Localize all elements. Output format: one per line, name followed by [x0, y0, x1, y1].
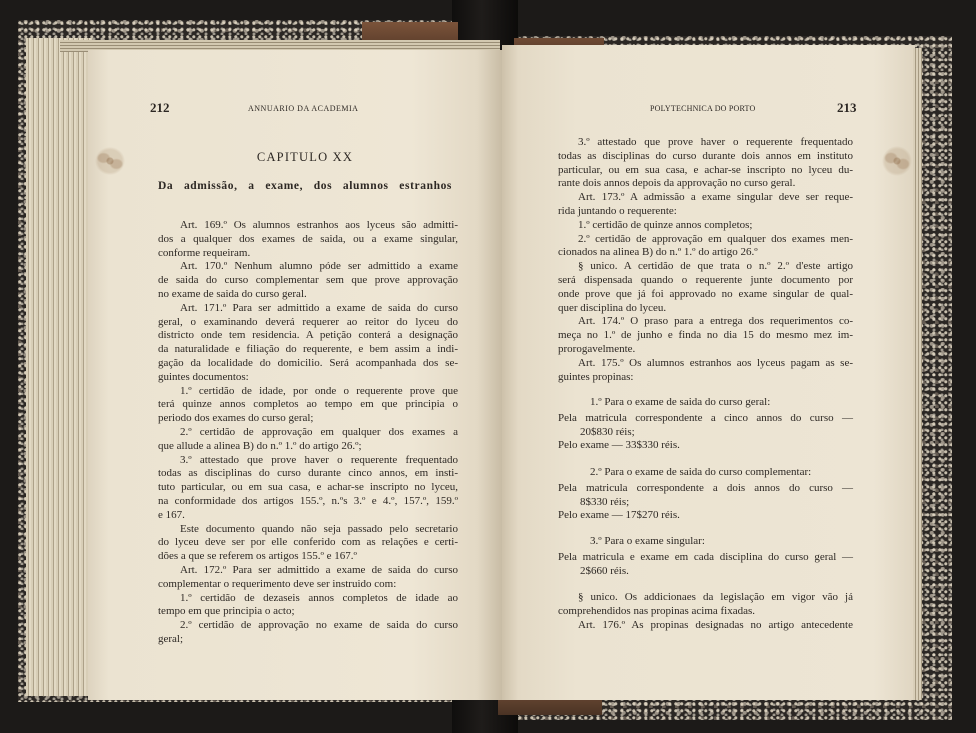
text-line: rante dois annos depois da approvação no curso geral.	[558, 177, 796, 190]
text-line: Art. 173.º A admissão a exame singular deve ser reque-	[578, 191, 853, 204]
text-line: complementar o requerimento deve ser instruido com:	[158, 577, 397, 590]
paragraph-unico-2	[558, 591, 853, 619]
text-line: prorogavelmente.	[558, 342, 636, 355]
text-line: geral, o examinando deverá requerer ao reitor do lyceu do	[158, 315, 458, 328]
text-line: Este documento quando não seja passado pelo secretario	[180, 522, 458, 535]
paragraph-art-173	[558, 191, 853, 219]
text-line: 2.º certidão de approvação no exame de saida do curso	[180, 619, 458, 632]
chapter-heading: CAPITULO XX	[256, 150, 354, 164]
paragraph-item-1b	[158, 592, 458, 620]
text-line: particular, ou em sua casa, e achar-se inscripto no lyceu du-	[558, 163, 853, 176]
fee-entry-line: Pelo exame — 17$270 réis.	[558, 509, 680, 522]
text-line: 2.º certidão de approvação em qualquer dos exames men-	[578, 232, 853, 245]
text-line: guintes documentos:	[158, 370, 249, 383]
paragraph-item-3	[158, 454, 458, 523]
page-edges-left	[26, 38, 92, 696]
paragraph-art-172	[158, 564, 458, 592]
text-line: § unico. Os addicionaes da legislação em vigor vão já	[578, 591, 853, 603]
paragraph-art-171	[158, 302, 458, 385]
page-number-left: 212	[150, 100, 170, 115]
text-line: meça no 1.º de junho e finda no dia 15 do mesmo mez im-	[558, 329, 853, 342]
text-line: cionados na alinea B) do n.º 1.º do artigo 26.º	[558, 246, 758, 259]
text-line: na conformidade dos artigos 155.º, n.ºs 3.º e 4.º, 157.º, 159.º	[158, 494, 458, 507]
text-line: dos a qualquer dos exames de saida, ou a exame singular,	[158, 232, 458, 245]
text-line: districto onde tem residencia. A petição conterá a designação	[158, 329, 458, 342]
text-line: tempo em que principia o acto;	[158, 605, 295, 618]
text-line: comprehendidos nas propinas acima fixadas.	[558, 604, 756, 617]
text-line: Art. 174.º O praso para a entrega dos requerimentos co-	[578, 315, 853, 328]
ornament-bleed-through-left	[94, 146, 126, 176]
text-line: todas as disciplinas do curso durante dois annos em instituto	[558, 149, 853, 162]
paragraph-item-1c	[558, 219, 853, 233]
paragraph-item-2b	[158, 619, 458, 647]
paragraph-art-176	[558, 619, 853, 633]
left-page-body	[158, 219, 458, 647]
text-line: Art. 171.º Para ser admittido a exame de saida do curso	[180, 301, 458, 314]
text-line: onde prove que já foi approvado no exame singular de qual-	[558, 287, 853, 300]
text-line: do lyceu deve ser por elle conferido com as relações e certi-	[158, 536, 458, 549]
text-line: conforme requeiram.	[158, 246, 251, 259]
text-line: Art. 176.º As propinas designadas no artigo antecedente	[578, 618, 853, 631]
right-page-body	[558, 136, 853, 384]
text-line: gação da localidade do domicilio. Será acompanhada dos se-	[158, 356, 458, 369]
fee-entry-line: Pela matricula correspondente a cinco annos do curso —	[558, 411, 853, 424]
text-line: será dispensada quando o requerente junte documento por	[558, 273, 853, 286]
text-line: da naturalidade e filiação do requerente, e bem assim a indi-	[158, 343, 458, 356]
text-line: 1.º certidão de idade, por onde o requerente prove que	[180, 384, 458, 397]
paragraph-art-174	[558, 315, 853, 356]
paragraph-art-170	[158, 260, 458, 301]
paragraph-item-2c	[558, 233, 853, 261]
paragraph-item-3-continued	[558, 136, 853, 191]
fee-entry-line: Pelo exame — 33$330 réis.	[558, 439, 680, 452]
page-number-right: 213	[837, 100, 857, 115]
fee-heading: 3.º Para o exame singular:	[590, 535, 705, 547]
text-line: de saida do curso complementar sem que prove approvação	[158, 274, 458, 287]
running-head-right: POLYTECHNICA DO PORTO	[650, 104, 756, 113]
text-line: Art. 170.º Nenhum alumno póde ser admittido a exame	[180, 260, 458, 273]
paragraph-unico-1	[558, 260, 853, 315]
fee-section-curso-geral	[558, 396, 853, 453]
text-line: que allude a alinea B) do n.º 1.º do artigo 26.º;	[158, 439, 362, 452]
closing-paragraphs	[558, 591, 853, 632]
fee-entry-line: Pela matricula correspondente a dois annos do curso —	[558, 481, 853, 494]
text-line: tuto particular, ou em sua casa, e achar-se inscripto no lyceu,	[158, 481, 458, 494]
running-head-left: ANNUARIO DA ACADEMIA	[248, 104, 359, 113]
text-line: e 167.	[158, 508, 185, 521]
paragraph-item-2	[158, 426, 458, 454]
fee-amount: 20$830 réis;	[580, 425, 635, 438]
text-line: no exame de saida do curso geral.	[158, 287, 307, 300]
text-line: Art. 175.º Os alumnos estranhos aos lyceus pagam as se-	[578, 356, 853, 369]
text-line: Art. 169.º Os alumnos estranhos aos lyceus são admitti-	[180, 219, 458, 231]
paragraph-documento	[158, 523, 458, 564]
text-line: Art. 172.º Para ser admittido a exame de saida do curso	[180, 563, 458, 576]
fee-section-curso-complementar	[558, 466, 853, 523]
text-line: geral;	[158, 632, 184, 645]
text-line: rida juntando o requerente:	[558, 204, 677, 217]
page-edges-right	[913, 48, 922, 700]
ornament-bleed-through-right	[882, 146, 912, 176]
fee-heading: 1.º Para o exame de saida do curso geral:	[590, 396, 771, 408]
text-line: periodo dos exames do curso geral;	[158, 412, 314, 425]
text-line: 1.º certidão de dezaseis annos completos de idade ao	[180, 591, 458, 604]
paragraph-art-169	[158, 219, 458, 260]
paragraph-item-1	[158, 385, 458, 426]
text-line: terá quinze annos completos ao tempo em que principia o	[158, 398, 458, 411]
chapter-title: Da admissão, a exame, dos alumnos estranhos	[158, 180, 452, 192]
text-line: § unico. A certidão de que trata o n.º 2.º d'este artigo	[578, 260, 853, 273]
text-line: quer disciplina do lyceu.	[558, 301, 667, 314]
leather-spine-bottom	[498, 700, 602, 715]
fee-entry-line: Pela matricula e exame em cada disciplina do curso geral —	[558, 550, 853, 563]
text-line: todas as disciplinas do curso durante cinco annos, em insti-	[158, 467, 458, 480]
fee-amount: 2$660 réis.	[580, 564, 629, 577]
text-line: 3.º attestado que prove haver o requerente frequentado	[180, 453, 458, 466]
text-line: 2.º certidão de approvação em qualquer dos exames a	[180, 425, 458, 438]
text-line: 3.º attestado que prove haver o requerente frequentado	[578, 136, 853, 148]
fee-heading: 2.º Para o exame de saida do curso complementar:	[590, 466, 812, 478]
text-line: dões a que se referem os artigos 155.º e 167.º	[158, 550, 357, 563]
fee-section-exame-singular	[558, 535, 853, 578]
fee-amount: 8$330 réis;	[580, 495, 630, 508]
text-line: 1.º certidão de quinze annos completos;	[578, 218, 753, 231]
paragraph-art-175	[558, 357, 853, 385]
text-line: guintes propinas:	[558, 370, 634, 383]
